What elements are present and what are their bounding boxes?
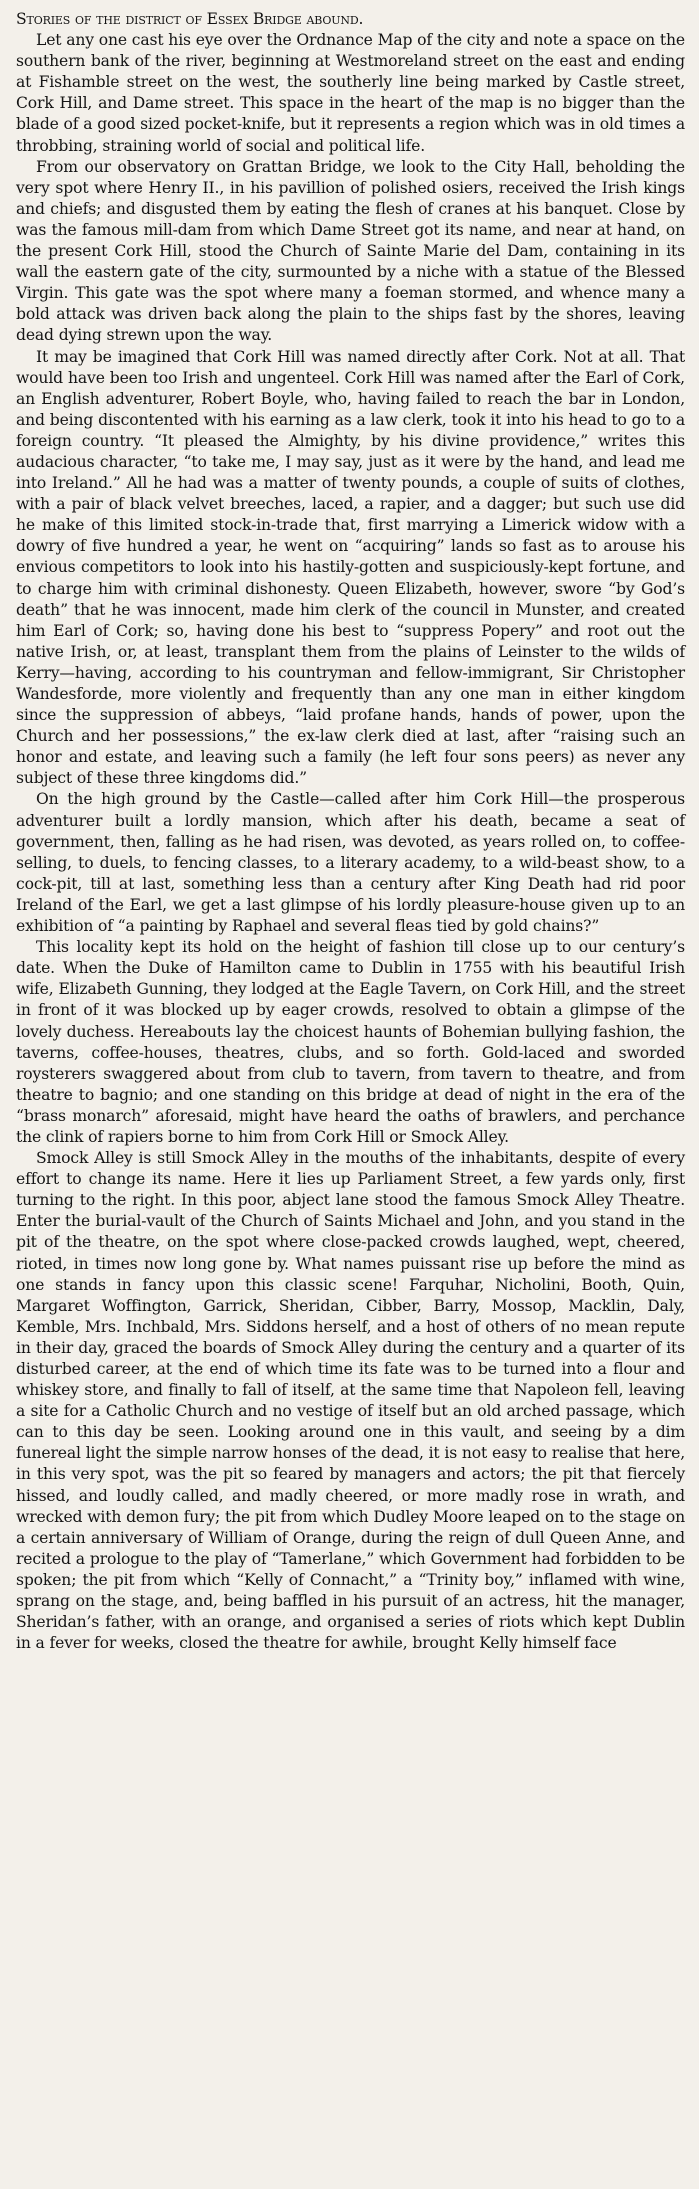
- article-column: [16, 9, 685, 1654]
- paragraph-grattan-bridge: From our observatory on Grattan Bridge, we look to the City Hall, beholding the very spot where Henry II., in his pavillion of polished osiers, received the Irish kings and chiefs; and disgusted them by eating the flesh of cranes at his banquet. Close by was the famous mill-dam from which Dame Street got its name, and near at hand, on the present Cork Hill, stood the Church of Sainte Marie del Dam, containing in its wall the eastern gate of the city, surmounted by a niche with a statue of the Blessed Virgin. This gate was the spot where many a foeman stormed, and whence many a bold attack was driven back along the plain to the ships fast by the shores, leaving dead dying strewn upon the way.: [16, 157, 685, 345]
- paragraph-cork-hill: It may be imagined that Cork Hill was named directly after Cork. Not at all. That would have been too Irish and ungenteel. Cork Hill was named after the Earl of Cork, an English adventurer, Robert Boyle, who, having failed to reach the bar in London, and being discontented with his earning as a law clerk, took it into his head to go to a foreign country. “It pleased the Almighty, by his divine providence,” writes this audacious character, “to take me, I may say, just as it were by the hand, and lead me into Ireland.” All he had was a matter of twenty pounds, a couple of suits of clothes, with a pair of black velvet breeches, laced, a rapier, and a dagger; but such use did he make of this limited stock-in-trade that, first marrying a Limerick widow with a dowry of five hundred a year, he went on “acquiring” lands so fast as to arouse his envious competitors to look into his hastily-gotten and suspiciously-kept fortune, and to charge him with criminal dishonesty. Queen Elizabeth, however, swore “by God’s death” that he was innocent, made him clerk of the council in Munster, and created him Earl of Cork; so, having done his best to “suppress Popery” and root out the native Irish, or, at least, transplant them from the plains of Leinster to the wilds of Kerry—having, according to his countryman and fellow-immigrant, Sir Christopher Wandesforde, more violently and frequently than any one man in either kingdom since the suppression of abbeys, “laid profane hands, hands of power, upon the Church and her possessions,” the ex-law clerk died at last, after “raising such an honor and estate, and leaving such a family (he left four sons peers) as never any subject of these three kingdoms did.”: [16, 347, 685, 788]
- opening-line: Stories of the district of Essex Bridge abound.: [16, 10, 364, 28]
- paragraph-fashion-locality: This locality kept its hold on the height of fashion till close up to our century’s date. When the Duke of Hamilton came to Dublin in 1755 with his beautiful Irish wife, Elizabeth Gunning, they lodged at the Eagle Tavern, on Cork Hill, and the street in front of it was blocked up by eager crowds, resolved to obtain a glimpse of the lovely duchess. Hereabouts lay the choicest haunts of Bohemian bullying fashion, the taverns, coffee-houses, theatres, clubs, and so forth. Gold-laced and sworded roysterers swaggered about from club to tavern, from tavern to theatre, and from theatre to bagnio; and one standing on this bridge at dead of night in the era of the “brass monarch” aforesaid, might have heard the oaths of brawlers, and perchance the clink of rapiers borne to him from Cork Hill or Smock Alley.: [16, 938, 685, 1146]
- paragraph-smock-alley: Smock Alley is still Smock Alley in the mouths of the inhabitants, despite of every effort to change its name. Here it lies up Parliament Street, a few yards only, first turning to the right. In this poor, abject lane stood the famous Smock Alley Theatre. Enter the burial-vault of the Church of Saints Michael and John, and you stand in the pit of the theatre, on the spot where close-packed crowds laughed, wept, cheered, rioted, in times now long gone by. What names puissant rise up before the mind as one stands in fancy upon this classic scene! Farquhar, Nicholini, Booth, Quin, Margaret Woffington, Garrick, Sheridan, Cibber, Barry, Mossop, Macklin, Daly, Kemble, Mrs. Inchbald, Mrs. Siddons herself, and a host of others of no mean repute in their day, graced the boards of Smock Alley during the century and a quarter of its disturbed career, at the end of which time its fate was to be turned into a flour and whiskey store, and finally to fall of itself, at the same time that Napoleon fell, leaving a site for a Catholic Church and no vestige of itself but an old arched passage, which can to this day be seen. Looking around one in this vault, and seeing by a dim funereal light the simple narrow honses of the dead, it is not easy to realise that here, in this very spot, was the pit so feared by managers and actors; the pit that fiercely hissed, and loudly called, and madly cheered, or more madly rose in wrath, and wrecked with demon fury; the pit from which Dudley Moore leaped on to the stage on a certain anniversary of William of Orange, during the reign of dull Queen Anne, and recited a prologue to the play of “Tamerlane,” which Government had forbidden to be spoken; the pit from which “Kelly of Connacht,” a “Trinity boy,” inflamed with wine, sprang on the stage, and, being baffled in his pursuit of an actress, hit the manager, Sheridan’s father, with an orange, and organised a series of riots which kept Dublin in a fever for weeks, closed the theatre for awhile, brought Kelly himself face: [16, 1149, 685, 1653]
- paragraph-ordnance-map: Let any one cast his eye over the Ordnance Map of the city and note a space on the southern bank of the river, beginning at Westmoreland street on the east and ending at Fishamble street on the west, the southerly line being marked by Castle street, Cork Hill, and Dame street. This space in the heart of the map is no bigger than the blade of a good sized pocket-knife, but it represents a region which was in old times a throbbing, straining world of social and political life.: [16, 31, 685, 155]
- paragraph-castle-mansion: On the high ground by the Castle—called after him Cork Hill—the prosperous adventurer built a lordly mansion, which after his death, became a seat of government, then, falling as he had risen, was devoted, as years rolled on, to coffee-selling, to duels, to fencing classes, to a literary academy, to a wild-beast show, to a cock-pit, till at last, something less than a century after King Death had rid poor Ireland of the Earl, we get a last glimpse of his lordly pleasure-house given up to an exhibition of “a painting by Raphael and several fleas tied by gold chains?”: [16, 790, 685, 936]
